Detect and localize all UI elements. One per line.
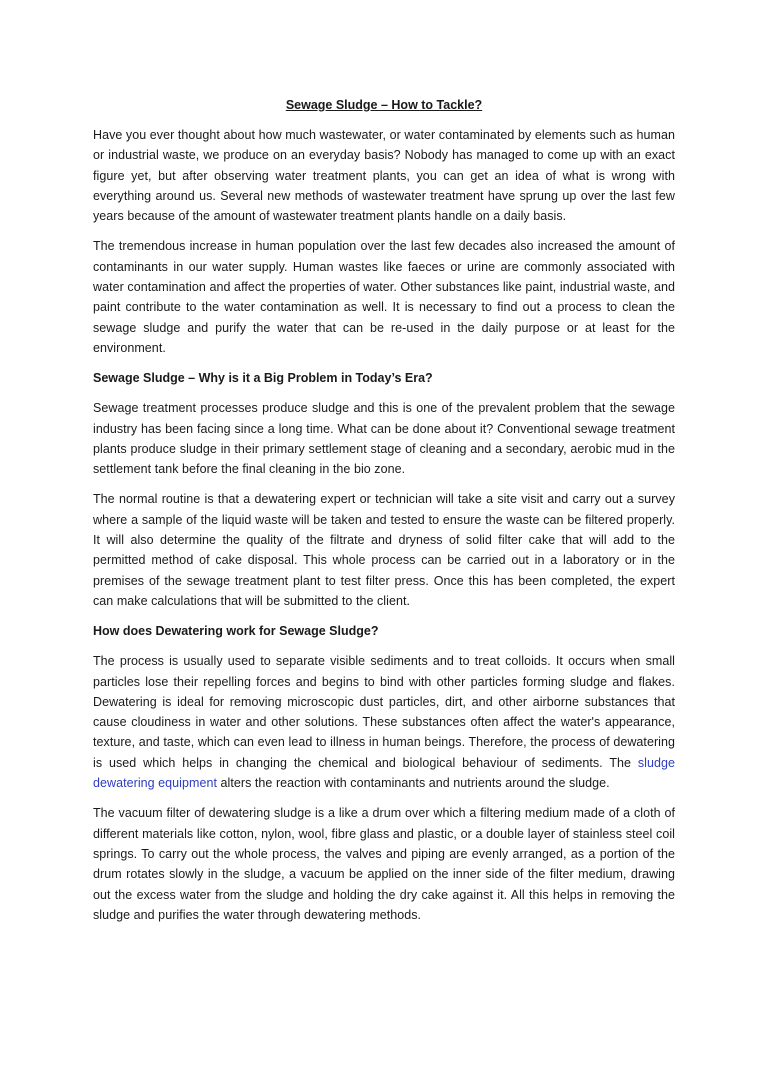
dewatering-text-after-link: alters the reaction with contaminants and nutrients around the sludge. (217, 776, 610, 791)
document-title: Sewage Sludge – How to Tackle? (285, 98, 483, 112)
sludge-dewatering-equipment-link[interactable]: sludge dewatering equipment (93, 755, 675, 791)
document-page (93, 95, 675, 935)
dewatering-text-before-link: The process is usually used to separate visible sediments and to treat colloids. It occurs when small particles lose their repelling forces and begins to bind with other particles forming sludge and flakes. Dewatering is ideal for removing microscopic dust particles, dirt, and other airborne substances that cause cloudiness in water and other solutions. These substances often affect the water's appearance, texture, and taste, which can even lead to illness in human beings. Therefore, the process of dewatering is used which helps in changing the chemical and biological behaviour of sediments. The (93, 654, 675, 770)
intro-paragraph-2: The tremendous increase in human population over the last few decades also increased the amount of contaminants in our water supply. Human wastes like faeces or urine are commonly associated with water contamination and affect the properties of water. Other substances like paint, industrial waste, and paint contribute to the water contamination as well. It is necessary to find out a process to clean the sewage sludge and purify the water that can be re-used in the daily purpose or at least for the environment. (93, 239, 675, 355)
dewatering-paragraph-2: The vacuum filter of dewatering sludge is a like a drum over which a filtering medium made of a cloth of different materials like cotton, nylon, wool, fibre glass and plastic, or a double layer of stainless steel coil springs. To carry out the whole process, the valves and piping are evenly arranged, as a portion of the drum rotates slowly in the sludge, a vacuum be applied on the inner side of the filter medium, drawing out the excess water from the sludge and holding the dry cake against it. All this helps in removing the sludge and purifies the water through dewatering methods. (93, 806, 675, 922)
section-heading-sludge-problem: Sewage Sludge – Why is it a Big Problem in Today’s Era? (93, 371, 433, 386)
sludge-problem-paragraph-2: The normal routine is that a dewatering expert or technician will take a site visit and carry out a survey where a sample of the liquid waste will be taken and tested to ensure the waste can be filtered properly. It will also determine the quality of the filtrate and dryness of solid filter cake that will add to the permitted method of cake disposal. This whole process can be carried out in a laboratory or in the premises of the sewage treatment plant to test filter press. Once this has been completed, the expert can make calculations that will be submitted to the client. (93, 492, 675, 608)
section-heading-dewatering: How does Dewatering work for Sewage Sludge? (93, 624, 379, 639)
sludge-problem-paragraph-1: Sewage treatment processes produce sludge and this is one of the prevalent problem that the sewage industry has been facing since a long time. What can be done about it? Conventional sewage treatment plants produce sludge in their primary settlement stage of cleaning and a secondary, aerobic mud in the settlement tank before the final cleaning in the bio zone. (93, 401, 675, 477)
intro-paragraph-1: Have you ever thought about how much wastewater, or water contaminated by elements such as human or industrial waste, we produce on an everyday basis? Nobody has managed to come up with an exact figure yet, but after observing water treatment plants, you can get an idea of what is wrong with everything around us. Several new methods of wastewater treatment have sprung up over the last few years because of the amount of wastewater treatment plants handle on a daily basis. (93, 128, 675, 224)
dewatering-paragraph-1 (93, 651, 675, 793)
